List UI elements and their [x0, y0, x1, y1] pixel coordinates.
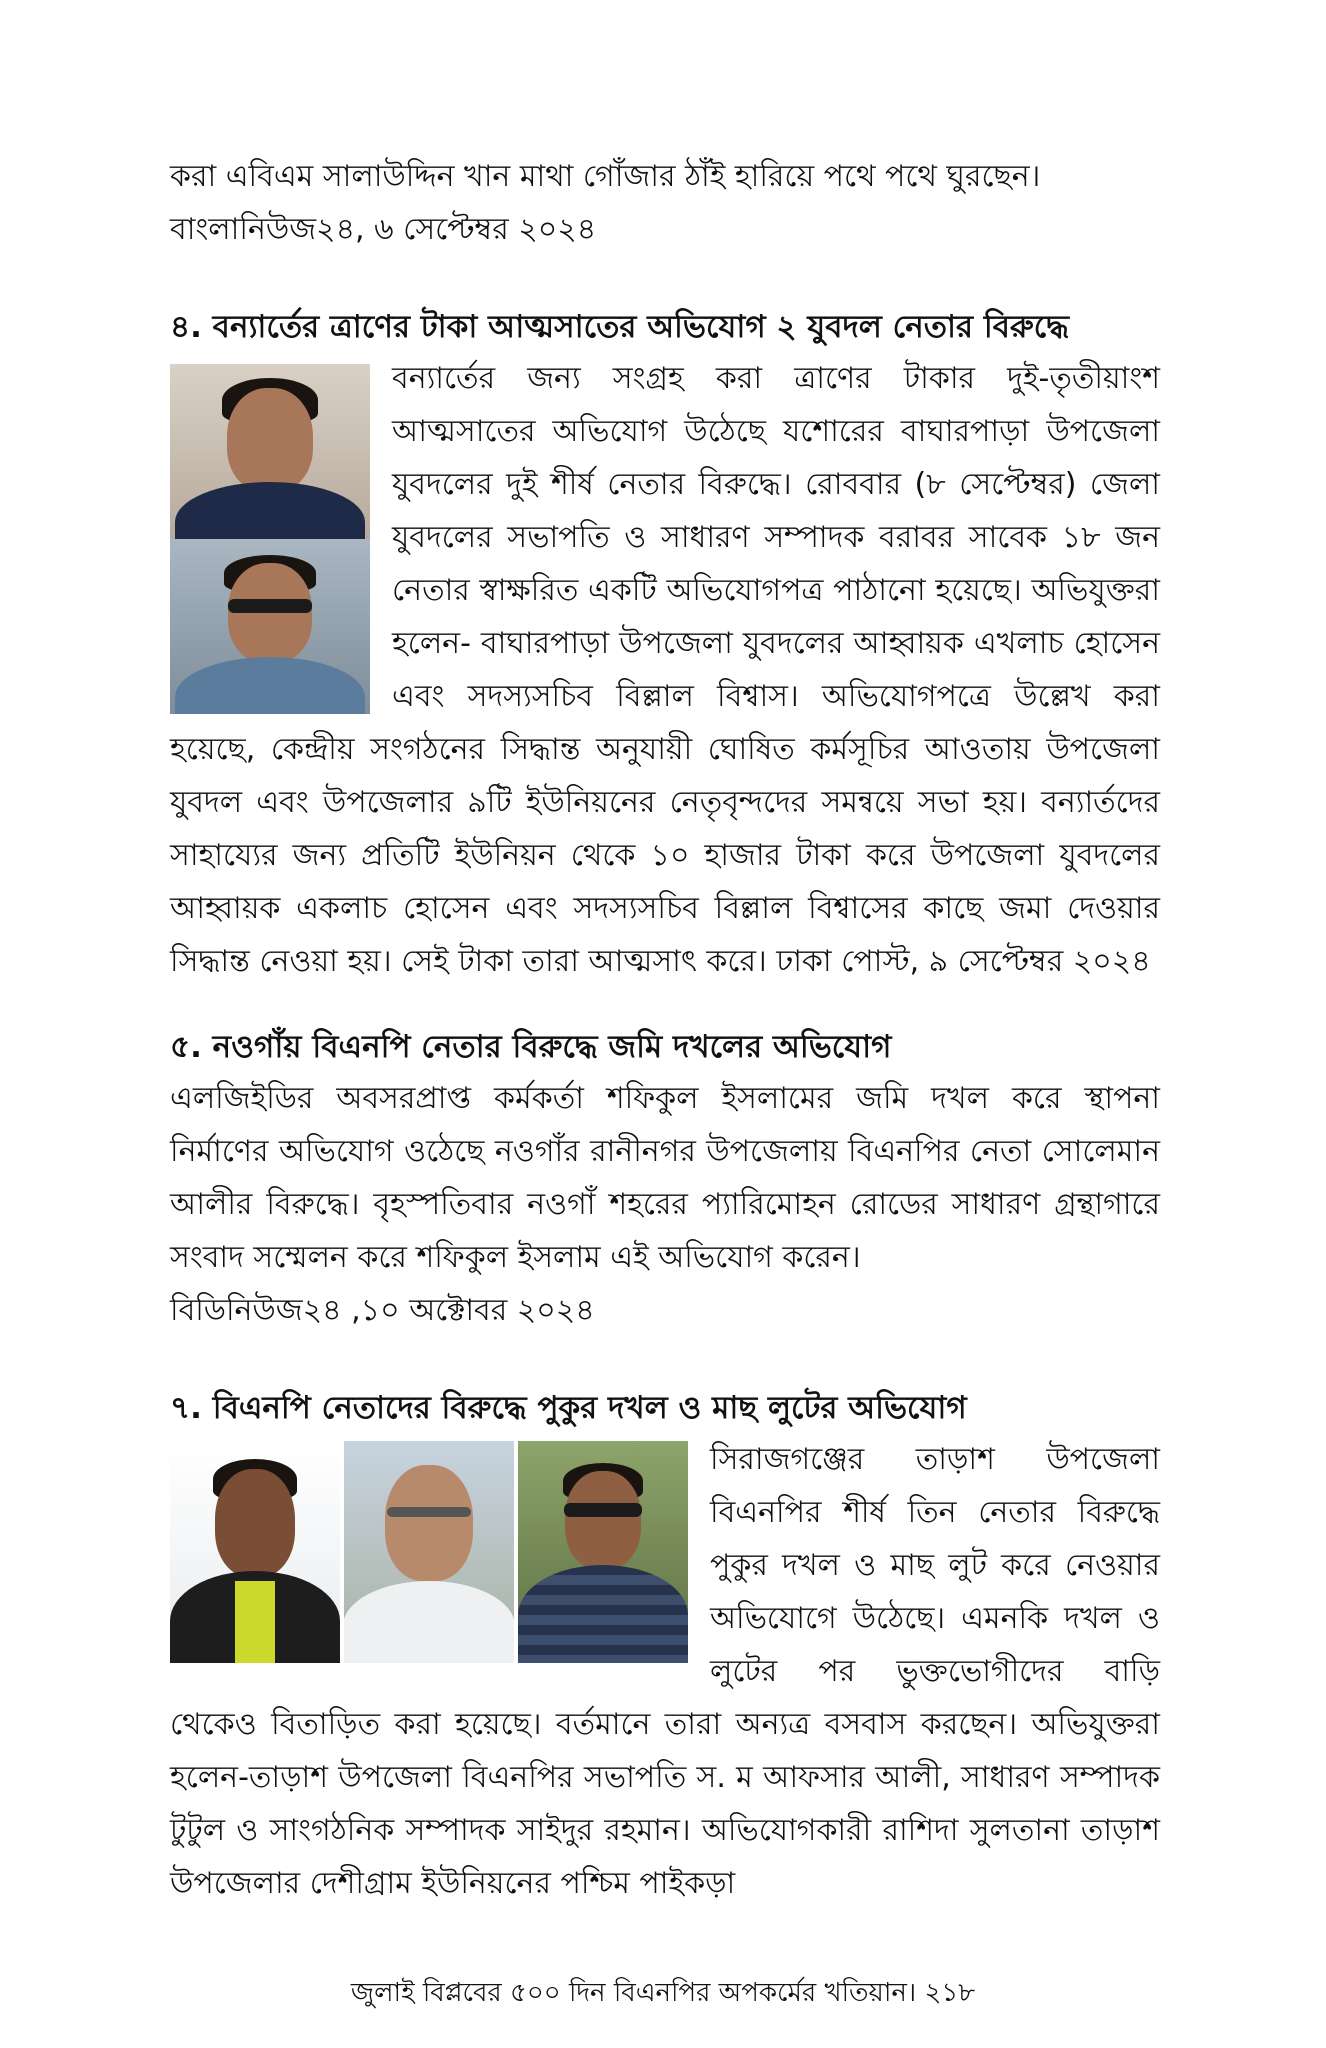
intro-line-1: করা এবিএম সালাউদ্দিন খান মাথা গোঁজার ঠাঁই হারিয়ে পথে পথে ঘুরছেন। [170, 159, 1041, 194]
section-7-photos [170, 1441, 688, 1663]
intro-source: বাংলানিউজ২৪, ৬ সেপ্টেম্বর ২০২৪ [170, 212, 597, 247]
accused-photo-4 [344, 1441, 514, 1663]
section-7-title: ৭. বিএনপি নেতাদের বিরুদ্ধে পুকুর দখল ও মাছ লুটের অভিযোগ [170, 1390, 967, 1426]
section-7-body: সিরাজগঞ্জের তাড়াশ উপজেলা বিএনপির শীর্ষ তিন নেতার বিরুদ্ধে পুকুর দখল ও মাছ লুট করে নেওয়ার অভিযোগে উঠেছে। এমনকি দখল ও লুটের পর ভুক্তভোগীদের বাড়ি থেকেও বিতাড়িত করা হয়েছে। বর্তমানে তারা অন্যত্র বসবাস করছেন। অভিযুক্তরা হলেন-তাড়াশ উপজেলা বিএনপির সভাপতি স. ম আফসার আলী, সাধারণ সম্পাদক টুটুল ও সাংগঠনিক সম্পাদক সাইদুর রহমান। অভিযোগকারী রাশিদা সুলতানা তাড়াশ উপজেলার দেশীগ্রাম ইউনিয়নের পশ্চিম পাইকড়া [170, 1442, 1160, 1901]
section-7 [170, 1433, 1160, 1910]
section-5-title: ৫. নওগাঁয় বিএনপি নেতার বিরুদ্ধে জমি দখলের অভিযোগ [170, 1029, 892, 1065]
section-4 [170, 352, 1160, 988]
accused-photo-3 [170, 1441, 340, 1663]
accused-photo-1 [170, 364, 370, 539]
section-4-photos [170, 364, 370, 714]
accused-photo-5 [518, 1441, 688, 1663]
page-content [170, 150, 1160, 1910]
section-5-source: বিডিনিউজ২৪ ,১০ অক্টোবর ২০২৪ [170, 1293, 595, 1328]
section-4-title: ৪. বন্যার্তের ত্রাণের টাকা আত্মসাতের অভিযোগ ২ যুবদল নেতার বিরুদ্ধে [170, 309, 1069, 345]
page-footer: জুলাই বিপ্লবের ৫০০ দিন বিএনপির অপকর্মের খতিয়ান। ২১৮ [350, 1978, 976, 2008]
accused-photo-2 [170, 539, 370, 714]
section-4-body: বন্যার্তের জন্য সংগ্রহ করা ত্রাণের টাকার দুই-তৃতীয়াংশ আত্মসাতের অভিযোগ উঠেছে যশোরের বাঘারপাড়া উপজেলা যুবদলের দুই শীর্ষ নেতার বিরুদ্ধে। রোববার (৮ সেপ্টেম্বর) জেলা যুবদলের সভাপতি ও সাধারণ সম্পাদক বরাবর সাবেক ১৮ জন নেতার স্বাক্ষরিত একটি অভিযোগপত্র পাঠানো হয়েছে। অভিযুক্তরা হলেন- বাঘারপাড়া উপজেলা যুবদলের আহ্বায়ক এখলাচ হোসেন এবং সদস্যসচিব বিল্লাল বিশ্বাস। অভিযোগপত্রে উল্লেখ করা হয়েছে, কেন্দ্রীয় সংগঠনের সিদ্ধান্ত অনুযায়ী ঘোষিত কর্মসূচির আওতায় উপজেলা যুবদল এবং উপজেলার ৯টি ইউনিয়নের নেতৃবৃন্দদের সমন্বয়ে সভা হয়। বন্যার্তদের সাহায্যের জন্য প্রতিটি ইউনিয়ন থেকে ১০ হাজার টাকা করে উপজেলা যুবদলের আহ্বায়ক একলাচ হোসেন এবং সদস্যসচিব বিল্লাল বিশ্বাসের কাছে জমা দেওয়ার সিদ্ধান্ত নেওয়া হয়। সেই টাকা তারা আত্মসাৎ করে। ঢাকা পোস্ট, ৯ সেপ্টেম্বর ২০২৪ [170, 361, 1160, 979]
section-5-body: এলজিইডির অবসরপ্রাপ্ত কর্মকর্তা শফিকুল ইসলামের জমি দখল করে স্থাপনা নির্মাণের অভিযোগ ওঠেছে নওগাঁর রানীনগর উপজেলায় বিএনপির নেতা সোলেমান আলীর বিরুদ্ধে। বৃহস্পতিবার নওগাঁ শহরের প্যারিমোহন রোডের সাধারণ গ্রন্থাগারে সংবাদ সম্মেলন করে শফিকুল ইসলাম এই অভিযোগ করেন। [170, 1081, 1160, 1275]
